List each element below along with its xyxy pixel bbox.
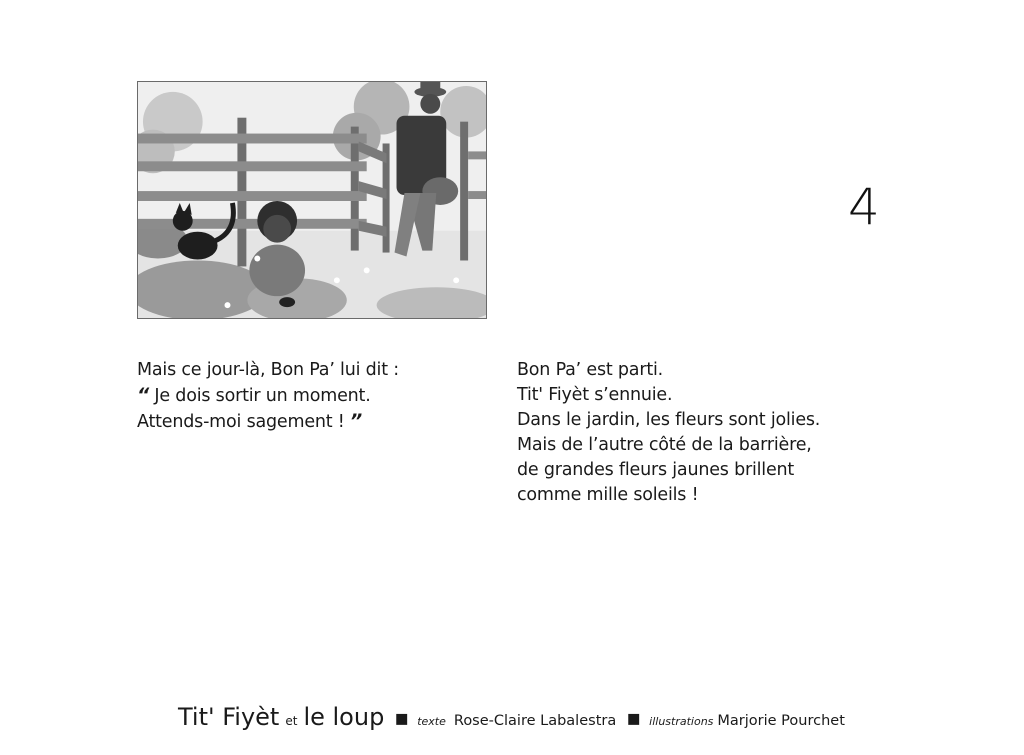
illustrator-name: Marjorie Pourchet <box>717 713 845 729</box>
children-book-illustration-icon <box>138 82 486 318</box>
narration-line: Mais ce jour-là, Bon Pa’ lui dit : <box>137 360 399 380</box>
narration-line: Tit' Fiyèt s’ennuie. <box>517 385 673 405</box>
illustrations-label: illustrations <box>649 715 714 728</box>
narration-line: Dans le jardin, les fleurs sont jolies. <box>517 410 821 430</box>
narration-left <box>137 358 457 435</box>
author-name: Rose-Claire Labalestra <box>453 713 617 729</box>
separator: ▪ <box>626 706 642 731</box>
text-label: texte <box>417 715 446 728</box>
page-number: 4 <box>848 178 880 236</box>
book-credits-footer <box>178 703 845 731</box>
book-title-part2: le loup <box>303 703 385 731</box>
narration-line: Bon Pa’ est parti. <box>517 360 664 380</box>
narration-line <box>137 409 457 435</box>
narration-line <box>137 383 457 409</box>
separator: ▪ <box>394 706 410 731</box>
narration-right <box>517 358 877 508</box>
illustration <box>137 81 487 319</box>
close-quote: ” <box>350 410 363 432</box>
book-title-joiner: et <box>285 714 298 728</box>
open-quote: “ <box>137 384 150 406</box>
book-title-part1: Tit' Fiyèt <box>178 703 280 731</box>
narration-line-text: Je dois sortir un moment. <box>149 386 371 406</box>
narration-line: de grandes fleurs jaunes brillent <box>517 460 795 480</box>
narration-line: Mais de l’autre côté de la barrière, <box>517 435 812 455</box>
narration-line-text: Attends-moi sagement ! <box>137 412 350 432</box>
narration-line: comme mille soleils ! <box>517 485 699 505</box>
